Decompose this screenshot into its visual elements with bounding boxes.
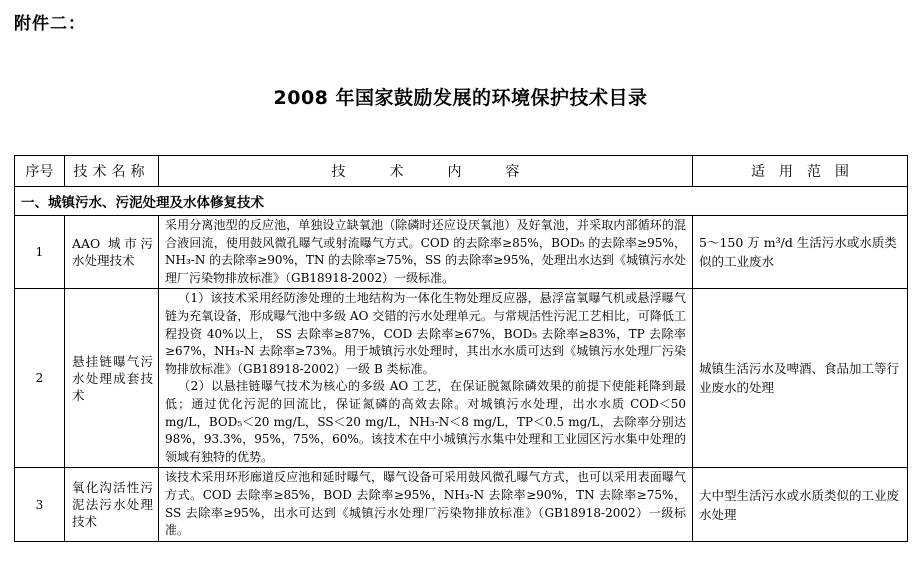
- header-scope-char: 围: [835, 164, 849, 180]
- application-scope: 5～150 万 m³/d 生活污水或水质类似的工业废水: [693, 216, 908, 289]
- header-scope-char: 适: [751, 164, 765, 180]
- header-content-char: 技: [331, 164, 346, 180]
- section-title: 一、城镇污水、污泥处理及水体修复技术: [15, 187, 908, 216]
- application-scope: 城镇生活污水及啤酒、食品加工等行业废水的处理: [693, 289, 908, 468]
- header-scope-char: 用: [779, 164, 793, 180]
- technology-content: [159, 289, 693, 468]
- technology-name: AAO 城市污水处理技术: [65, 216, 159, 289]
- section-row: [15, 187, 908, 216]
- header-content-char: 容: [505, 164, 520, 180]
- header-num: 序号: [15, 156, 65, 187]
- content-paragraph: 该技术采用环形廊道反应池和延时曝气，曝气设备可采用鼓风微孔曝气方式，也可以采用表面曝气方式。COD 去除率≥85%，BOD 去除率≥95%，NH₃-N 去除率≥90%，TN 去除率≥75%，SS 去除率≥95%，出水可达到《城镇污水处理厂污染物排放标准》（GB18918-2002）一级标准。: [165, 470, 686, 538]
- attachment-label: 附件二：: [14, 14, 86, 34]
- table-row: [15, 468, 908, 541]
- technology-name: 氧化沟活性污泥法污水处理技术: [65, 468, 159, 541]
- technology-name: 悬挂链曝气污水处理成套技术: [65, 289, 159, 468]
- row-number: 1: [15, 216, 65, 289]
- row-number: 3: [15, 468, 65, 541]
- header-name: 技术名称: [65, 156, 159, 187]
- technology-content: [159, 216, 693, 289]
- table-row: [15, 289, 908, 468]
- header-content: [159, 156, 693, 187]
- header-content-char: 内: [447, 164, 462, 180]
- header-scope-char: 范: [807, 164, 821, 180]
- table-row: [15, 216, 908, 289]
- content-paragraph: 采用分离池型的反应池，单独设立缺氧池（除磷时还应设厌氧池）及好氧池，并采取内部循环的混合液回流，使用鼓风微孔曝气或射流曝气方式。COD 的去除率≥85%，BOD₅ 的去除率≥95%，NH₃-N 的去除率≥90%，TN 的去除率≥75%，SS 的去除率≥95%，处理出水达到《城镇污水处理厂污染物排放标准》（GB18918-2002）一级标准。: [165, 218, 686, 285]
- content-paragraph: （1）该技术采用经防渗处理的土地结构为一体化生物处理反应器，悬浮富氧曝气机或悬浮曝气链为充氧设备，形成曝气池中多级 AO 交错的污水处理单元。与常规活性污泥工艺相比，可降低工程投资 40%以上， SS 去除率≥87%，COD 去除率≥67%，BOD₅ 去除率≥83%，TP 去除率≥67%，NH₃-N 去除率≥73%。用于城镇污水处理时，其出水水质可达到《城镇污水处理厂污染物排放标准》（GB18918-2002）一级 B 类标准。: [165, 291, 686, 376]
- document-title: 2008 年国家鼓励发展的环境保护技术目录: [273, 87, 648, 109]
- header-row: [15, 156, 908, 187]
- row-number: 2: [15, 289, 65, 468]
- content-paragraph: （2）以悬挂链曝气技术为核心的多级 AO 工艺，在保证脱氮除磷效果的前提下使能耗降到最低；通过优化污泥的回流比，保证氮磷的高效去除。对城镇污水处理，出水水质 COD＜50 mg/L，BOD₅＜20 mg/L，SS＜20 mg/L，NH₃-N＜8 mg/L，TP＜0.5 mg/L，去除率分别达 98%，93.3%，95%，75%，60%。该技术在中小城镇污水集中处理和工业园区污水集中处理的领域有独特的优势。: [165, 379, 686, 464]
- technology-catalog-table: [14, 155, 908, 542]
- header-content-char: 术: [389, 164, 404, 180]
- header-scope: [693, 156, 908, 187]
- application-scope: 大中型生活污水或水质类似的工业废水处理: [693, 468, 908, 541]
- technology-content: [159, 468, 693, 541]
